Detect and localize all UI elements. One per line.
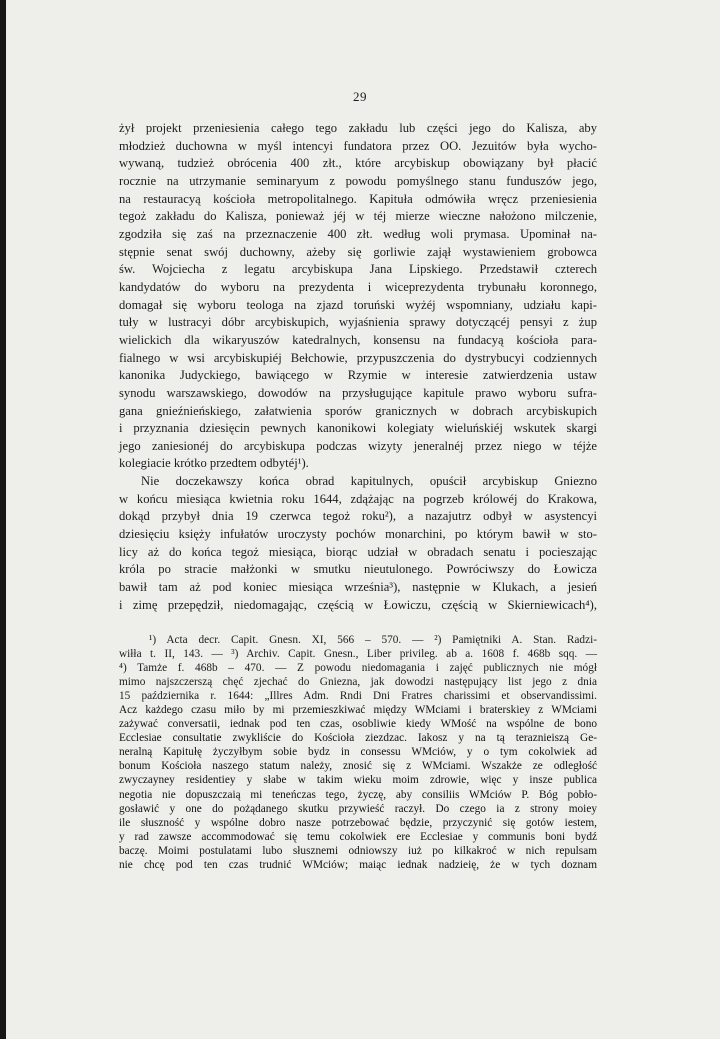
- footnote-line: ile słuszność y wspólne dobro nasze potrzebować będzie, przyczynić się gotów iestem,: [119, 816, 597, 829]
- footnote-line: zwyczayney residentiey y słabe w takim wieku moim zdrowie, więc y insze publica: [119, 774, 597, 787]
- text-line: tuły w lustracyi dóbr arcybiskupich, wyjaśnienia sprawy dotyczącéj pensyi z żup: [119, 315, 597, 330]
- text-line: bawił tam aż pod koniec miesiąca września³), następnie w Klukach, a jesień: [119, 580, 597, 595]
- binding-edge: [0, 0, 6, 1039]
- footnotes: [119, 633, 597, 872]
- text-line: synodu warszawskiego, dowodów na przysługujące kapitule prawo wyboru sufra-: [119, 385, 597, 400]
- text-line: gana gnieźnieńskiego, załatwienia sporów granicznych w dobrach arcybiskupich: [119, 403, 597, 418]
- text-line: Nie doczekawszy końca obrad kapitulnych, opuścił arcybiskup Gniezno: [141, 474, 597, 489]
- footnote-line: mimo najszczerszą chęć zjechać do Gniezna, jak dowodzi następujący list jego z dnia: [119, 676, 597, 689]
- text-line: na restauracyą kościoła metropolitalnego. Kapituła odmówiła wręcz przeniesienia: [119, 191, 597, 206]
- text-line: króla po stracie małżonki w smutku nieutulonego. Powróciwszy do Łowicza: [119, 562, 597, 577]
- text-line: wielickich dla wikaryuszów katedralnych, konsensu na fundacyą kościoła para-: [119, 332, 597, 347]
- text-line: jego zaniesionéj do arcybiskupa podczas wizyty jeneralnéj przez niego w téjże: [119, 438, 597, 453]
- footnote-line: nie chcę pod ten czas trudnić WMciów; maiąc iednak nadzieię, że w tych doznam: [119, 858, 597, 871]
- text-line: kolegiacie krótko przedtem odbytéj¹).: [119, 456, 309, 471]
- footnote-line: neralną Kapitułę życzyłbym sobie bydz in consessu WMciów, y o tym cokolwiek ad: [119, 746, 597, 759]
- footnote-line: bonum Kościoła naszego statum należy, znosić się z WMciami. Wszakże ze odległość: [119, 760, 597, 773]
- text-line: licy aż do końca tegoż miesiąca, biorąc udział w obradach senatu i pocieszając: [119, 544, 597, 559]
- text-line: żył projekt przeniesienia całego tego zakładu lub części jego do Kalisza, aby: [119, 121, 597, 135]
- footnote-line: negotia nie dopuszczaią mi teneńczas tego, życzę, aby consiliis WMciów P. Bóg pobło-: [119, 788, 597, 801]
- text-line: stępnie senat swój duchowny, ażeby się gorliwie zajął wystawieniem grobowca: [119, 244, 597, 259]
- text-line: kanonika Judyckiego, bawiącego w Rzymie w interesie zatwierdzenia ustaw: [119, 368, 597, 383]
- text-line: dokąd przybył dnia 19 czerwca tegoż roku²), a nazajutrz odbył w asystencyi: [119, 509, 597, 524]
- footnote-line: gosławić y one do pożądanego skutku przywieść raczył. Do czego ia z strony moiey: [119, 802, 597, 815]
- text-line: rocznie na utrzymanie seminaryum z powodu pomyślnego stanu funduszów jego,: [119, 173, 597, 188]
- footnote-line: ¹) Acta decr. Capit. Gnesn. XI, 566 – 570. — ²) Pamiętniki A. Stan. Radzi-: [149, 634, 597, 646]
- main-text: [119, 120, 597, 614]
- page-number: 29: [353, 89, 367, 104]
- footnote-line: baczę. Moimi postulatami lubo słusznemi odniowszy iuż po kilkakroć w nich repulsam: [119, 844, 597, 857]
- footnote-line: zażywać conversatii, iednak pod ten czas, osobliwie kiedy WMość na wspólne de bono: [119, 718, 597, 731]
- footnote-line: 15 października r. 1644: „Illres Adm. Rndi Dni Fratres charissimi et observandissimi.: [119, 690, 597, 703]
- text-line: i zimę przepędził, niedomagając, częścią w Łowiczu, częścią w Skierniewicach⁴),: [119, 597, 597, 612]
- footnote-line: Ecclesiae consultatie zwykliście do Kościoła ziezdzac. Iakosz y na tą teraznieiszą Ge-: [119, 732, 597, 745]
- text-line: domagał się wyboru teologa na zjazd toruński wyżéj wspomniany, udziału kapi-: [119, 297, 597, 312]
- text-line: fialnego w wsi arcybiskupiéj Bełchowie, przypuszczenia do dystrybucyi codziennych: [119, 350, 597, 365]
- footnote-line: y rad zawsze accommodować się temu cokolwiek ere Ecclesiae y communis boni bydź: [119, 830, 597, 843]
- text-line: i przyznania dziesięcin pewnych kanonikowi kolegiaty wieluńskiéj wskutek skargi: [119, 421, 597, 436]
- text-line: w końcu miesiąca kwietnia roku 1644, zdążając na pogrzeb królowéj do Krakowa,: [119, 491, 597, 506]
- text-line: kandydatów do wyboru na prezydenta i wiceprezydenta trybunału koronnego,: [119, 279, 597, 294]
- footnote-line: Acz każdego czasu miło by mi przemieszkiwać między WMciami i braterskiey z WMciami: [119, 704, 597, 717]
- text-line: tegoż zakładu do Kalisza, ponieważ jéj w téj mierze wieczne nałożono milczenie,: [119, 209, 597, 224]
- text-line: wywaną, tudzież obrócenia 400 złt., które arcybiskup obowiązany był płacić: [119, 156, 597, 171]
- text-line: zgodziła się zaś na przeznaczenie 400 złt. według woli prymasa. Upominał na-: [119, 226, 597, 241]
- text-line: dziesięciu księży infułatów uroczysty pochów monarchini, po którym bawił w sto-: [119, 527, 597, 542]
- footnote-line: ⁴) Tamże f. 468b – 470. — Z powodu niedomagania i zajęć publicznych nie mógł: [119, 662, 597, 675]
- text-line: św. Wojciecha z legatu arcybiskupa Jana Lipskiego. Przedstawił czterech: [119, 262, 597, 277]
- footnote-line: wiłła t. II, 143. — ³) Archiv. Capit. Gnesn., Liber privileg. ab a. 1608 f. 468b sqq. —: [119, 648, 597, 661]
- text-line: młodzież duchowna w myśl intencyi fundatora przez OO. Jezuitów była wycho-: [119, 138, 597, 153]
